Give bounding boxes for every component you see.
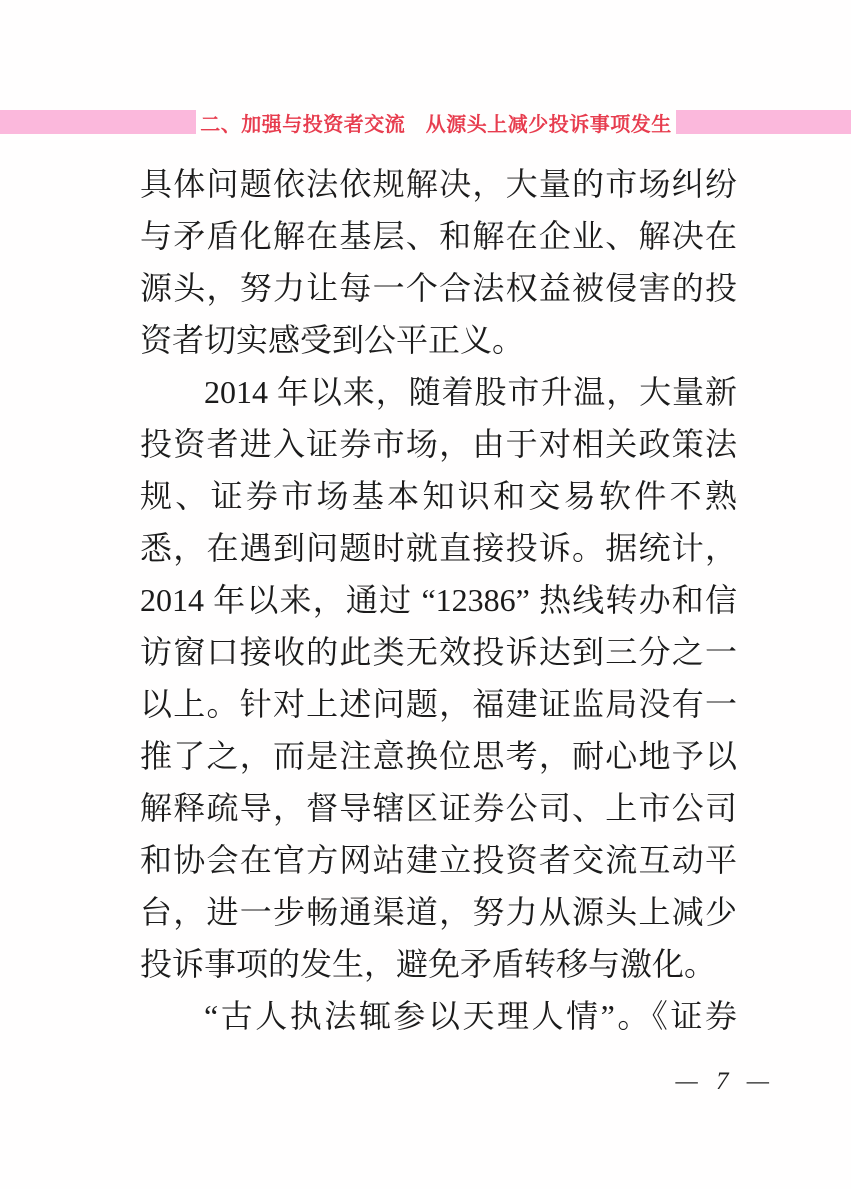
paragraph-1: 具体问题依法依规解决，大量的市场纠纷与矛盾化解在基层、和解在企业、解决在源头，努力让每一个合法权益被侵害的投资者切实感受到公平正义。 [140,166,737,358]
page-header [0,109,851,135]
paragraph-3: “古人执法辄参以天理人情”。《证券 [204,998,737,1034]
page-number: — 7 — [675,1068,775,1095]
header-bar-right [676,110,851,134]
paragraph-2: 2014 年以来，随着股市升温，大量新投资者进入证券市场，由于对相关政策法规、证券市场基本知识和交易软件不熟悉，在遇到问题时就直接投诉。据统计，2014 年以来，通过 “12386” 热线转办和信访窗口接收的此类无效投诉达到三分之一以上。针对上述问题，福建证监局没有一推了之，而是注意换位思考，耐心地予以解释疏导，督导辖区证券公司、上市公司和协会在官方网站建立投资者交流互动平台，进一步畅通渠道，努力从源头上减少投诉事项的发生，避免矛盾转移与激化。 [140,374,737,982]
chapter-title: 二、加强与投资者交流 从源头上减少投诉事项发生 [200,113,672,136]
page-body [140,158,737,1042]
header-bar-left [0,110,196,134]
